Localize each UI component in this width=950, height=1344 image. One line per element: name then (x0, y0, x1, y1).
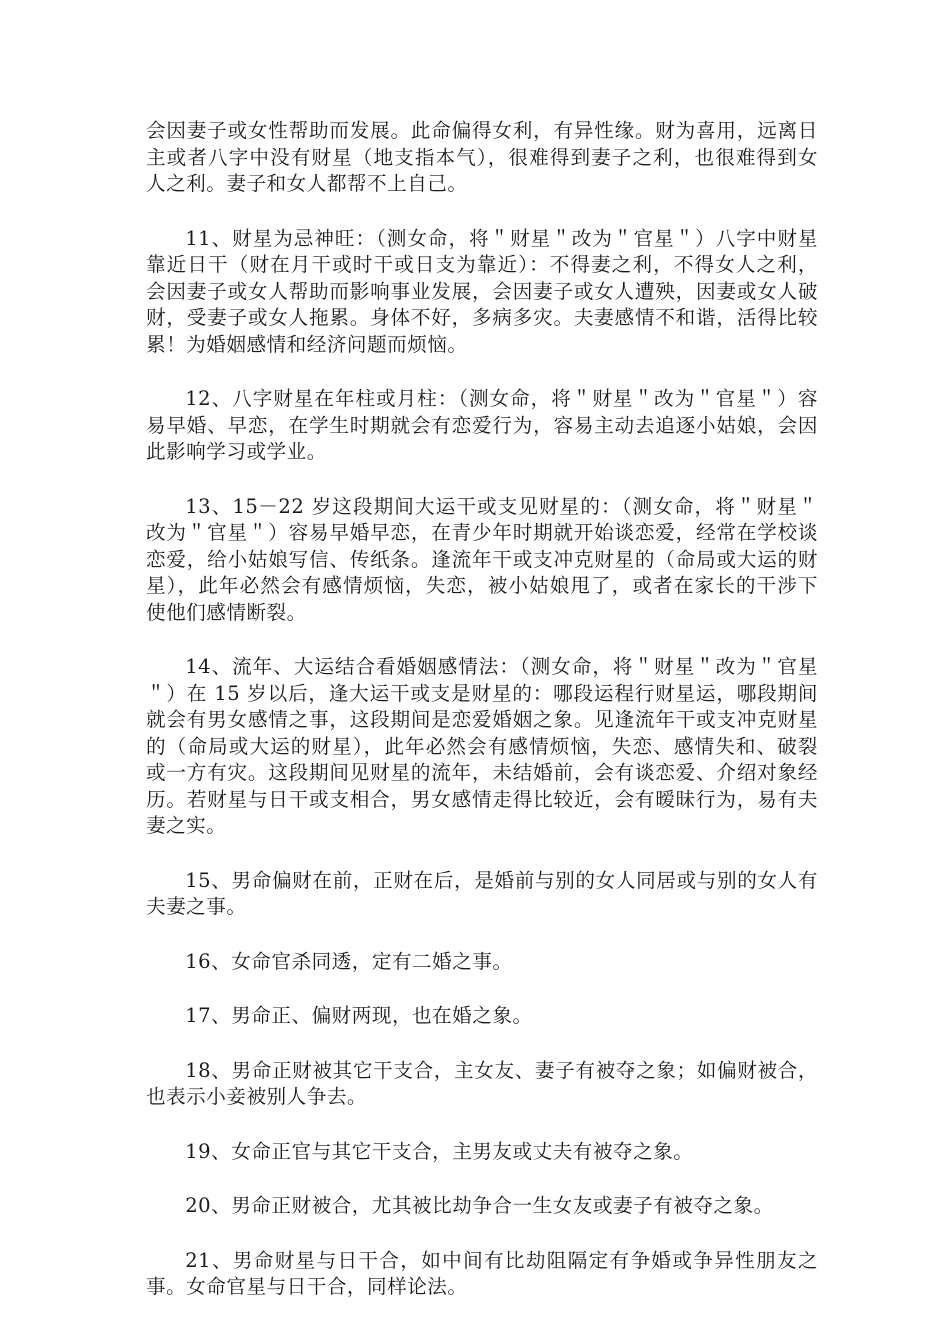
paragraph-item-11: 11、财星为忌神旺：（测女命，将＂财星＂改为＂官星＂）八字中财星靠近日干（财在月干或时干或日支为靠近）：不得妻之利，不得女人之利，会因妻子或女人帮助而影响事业发展，会因妻子或女人遭殃，因妻或女人破财，受妻子或女人拖累。身体不好，多病多灾。夫妻感情不和谐，活得比较累！为婚姻感情和经济问题而烦恼。 (146, 226, 818, 356)
paragraph-item-14: 14、流年、大运结合看婚姻感情法：（测女命，将＂财星＂改为＂官星＂）在 15 岁以后，逢大运干或支是财星的：哪段运程行财星运，哪段期间就会有男女感情之事，这段期间是恋爱婚姻之象。见逢流年干或支冲克财星的（命局或大运的财星），此年必然会有感情烦恼，失恋、感情失和、破裂或一方有灾。这段期间见财星的流年，未结婚前，会有谈恋爱、介绍对象经历。若财星与日干或支相合，男女感情走得比较近，会有暧昧行为，易有夫妻之实。 (146, 655, 818, 837)
paragraph-item-13: 13、15－22 岁这段期间大运干或支见财星的：（测女命，将＂财星＂改为＂官星＂）容易早婚早恋，在青少年时期就开始谈恋爱，经常在学校谈恋爱，给小姑娘写信、传纸条。逢流年干或支冲克财星的（命局或大运的财星），此年必然会有感情烦恼，失恋，被小姑娘甩了，或者在家长的干涉下使他们感情断裂。 (146, 494, 818, 624)
document-page (146, 118, 818, 1329)
paragraph-item-21: 21、男命财星与日干合，如中间有比劫阻隔定有争婚或争异性朋友之事。女命官星与日干合，同样论法。 (146, 1248, 818, 1298)
paragraph-item-19: 19、女命正官与其它干支合，主男友或丈夫有被夺之象。 (185, 1139, 694, 1163)
paragraph-item-18: 18、男命正财被其它干支合，主女友、妻子有被夺之象；如偏财被合，也表示小妾被别人争去。 (146, 1058, 818, 1108)
paragraph-item-16: 16、女命官杀同透，定有二婚之事。 (185, 949, 513, 973)
paragraph-item-15: 15、男命偏财在前，正财在后，是婚前与别的女人同居或与别的女人有夫妻之事。 (146, 868, 818, 918)
paragraph-item-20: 20、男命正财被合，尤其被比劫争合一生女友或妻子有被夺之象。 (185, 1194, 774, 1217)
paragraph-continuation: 会因妻子或女性帮助而发展。此命偏得女利，有异性缘。财为喜用，远离日主或者八字中没有财星（地支指本气），很难得到妻子之利，也很难得到女人之利。妻子和女人都帮不上自己。 (146, 119, 818, 195)
paragraph-item-12: 12、八字财星在年柱或月柱：（测女命，将＂财星＂改为＂官星＂）容易早婚、早恋，在学生时期就会有恋爱行为，容易主动去追逐小姑娘，会因此影响学习或学业。 (146, 387, 818, 463)
paragraph-item-17: 17、男命正、偏财两现，也在婚之象。 (185, 1004, 533, 1027)
